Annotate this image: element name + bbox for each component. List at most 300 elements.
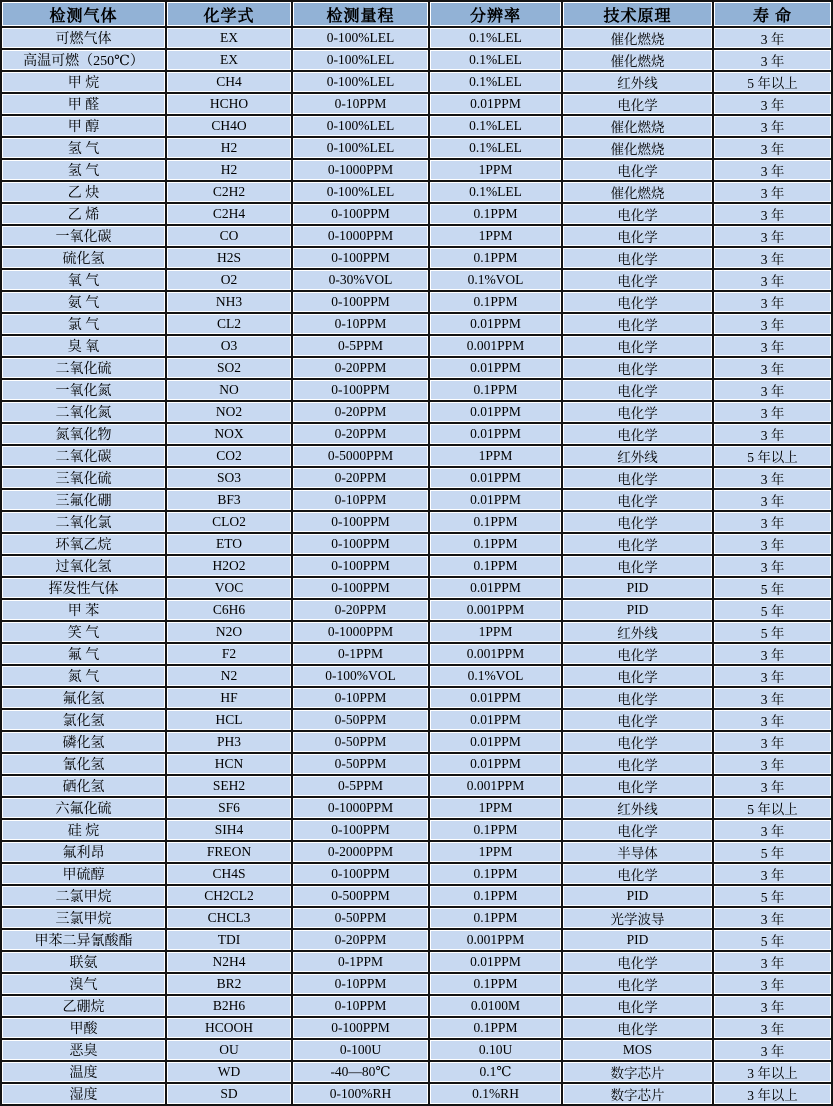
cell-range: 0-20PPM — [292, 467, 429, 489]
cell-lifespan: 3 年 — [713, 467, 832, 489]
cell-formula: TDI — [166, 929, 292, 951]
cell-range: 0-1PPM — [292, 951, 429, 973]
cell-formula: C6H6 — [166, 599, 292, 621]
cell-lifespan: 3 年 — [713, 643, 832, 665]
cell-resolution: 0.1PPM — [429, 291, 562, 313]
cell-principle: 电化学 — [562, 709, 713, 731]
cell-formula: SIH4 — [166, 819, 292, 841]
cell-gas: 硫化氢 — [1, 247, 166, 269]
cell-principle: 电化学 — [562, 269, 713, 291]
cell-formula: SEH2 — [166, 775, 292, 797]
table-row — [1, 665, 832, 687]
cell-formula: CH4 — [166, 71, 292, 93]
cell-gas: 氯化氢 — [1, 709, 166, 731]
cell-formula: NOX — [166, 423, 292, 445]
table-row — [1, 181, 832, 203]
cell-lifespan: 3 年 — [713, 731, 832, 753]
cell-formula: FREON — [166, 841, 292, 863]
cell-principle: 催化燃烧 — [562, 181, 713, 203]
cell-lifespan: 5 年以上 — [713, 797, 832, 819]
cell-lifespan: 3 年 — [713, 775, 832, 797]
cell-gas: 甲苯二异氰酸酯 — [1, 929, 166, 951]
cell-resolution: 0.1%VOL — [429, 665, 562, 687]
cell-formula: CLO2 — [166, 511, 292, 533]
cell-formula: O2 — [166, 269, 292, 291]
cell-range: 0-10PPM — [292, 313, 429, 335]
cell-principle: 电化学 — [562, 401, 713, 423]
cell-principle: 电化学 — [562, 423, 713, 445]
cell-resolution: 1PPM — [429, 797, 562, 819]
cell-resolution: 0.01PPM — [429, 687, 562, 709]
table-row — [1, 973, 832, 995]
cell-principle: 电化学 — [562, 533, 713, 555]
cell-gas: 可燃气体 — [1, 27, 166, 49]
cell-resolution: 0.1PPM — [429, 1017, 562, 1039]
column-header-resolution: 分辨率 — [429, 1, 562, 27]
cell-resolution: 0.1PPM — [429, 907, 562, 929]
cell-principle: 催化燃烧 — [562, 137, 713, 159]
cell-range: 0-1000PPM — [292, 797, 429, 819]
cell-formula: BF3 — [166, 489, 292, 511]
cell-range: 0-100%LEL — [292, 71, 429, 93]
cell-formula: H2 — [166, 159, 292, 181]
cell-range: 0-100PPM — [292, 819, 429, 841]
cell-resolution: 0.1%LEL — [429, 115, 562, 137]
cell-formula: CH4S — [166, 863, 292, 885]
table-row — [1, 269, 832, 291]
table-row — [1, 445, 832, 467]
cell-formula: CO — [166, 225, 292, 247]
cell-lifespan: 5 年 — [713, 929, 832, 951]
cell-range: 0-1000PPM — [292, 159, 429, 181]
cell-principle: 电化学 — [562, 973, 713, 995]
cell-resolution: 0.1℃ — [429, 1061, 562, 1083]
cell-range: 0-50PPM — [292, 753, 429, 775]
column-header-range: 检测量程 — [292, 1, 429, 27]
cell-range: 0-50PPM — [292, 907, 429, 929]
cell-resolution: 0.1PPM — [429, 379, 562, 401]
cell-principle: 电化学 — [562, 225, 713, 247]
table-row — [1, 885, 832, 907]
cell-resolution: 0.01PPM — [429, 423, 562, 445]
cell-lifespan: 3 年 — [713, 313, 832, 335]
table-row — [1, 995, 832, 1017]
cell-principle: 电化学 — [562, 357, 713, 379]
cell-range: 0-20PPM — [292, 357, 429, 379]
cell-lifespan: 3 年 — [713, 687, 832, 709]
cell-lifespan: 3 年 — [713, 489, 832, 511]
cell-principle: 电化学 — [562, 643, 713, 665]
table-row — [1, 291, 832, 313]
table-row — [1, 863, 832, 885]
cell-formula: N2O — [166, 621, 292, 643]
cell-formula: N2 — [166, 665, 292, 687]
cell-resolution: 0.1PPM — [429, 973, 562, 995]
table-row — [1, 379, 832, 401]
cell-lifespan: 5 年以上 — [713, 445, 832, 467]
cell-principle: 电化学 — [562, 291, 713, 313]
cell-principle: 电化学 — [562, 555, 713, 577]
cell-gas: 甲 醛 — [1, 93, 166, 115]
cell-lifespan: 3 年 — [713, 863, 832, 885]
cell-gas: 联氨 — [1, 951, 166, 973]
cell-principle: 催化燃烧 — [562, 27, 713, 49]
cell-formula: CHCL3 — [166, 907, 292, 929]
cell-gas: 乙 炔 — [1, 181, 166, 203]
cell-lifespan: 3 年 — [713, 995, 832, 1017]
cell-resolution: 0.1PPM — [429, 863, 562, 885]
cell-principle: 半导体 — [562, 841, 713, 863]
cell-lifespan: 3 年 — [713, 819, 832, 841]
cell-range: 0-100%LEL — [292, 115, 429, 137]
cell-resolution: 0.1%LEL — [429, 49, 562, 71]
cell-lifespan: 3 年 — [713, 709, 832, 731]
cell-lifespan: 3 年 — [713, 1039, 832, 1061]
table-row — [1, 247, 832, 269]
cell-resolution: 0.1PPM — [429, 555, 562, 577]
cell-lifespan: 3 年 — [713, 225, 832, 247]
cell-resolution: 0.1%LEL — [429, 137, 562, 159]
cell-formula: H2O2 — [166, 555, 292, 577]
cell-resolution: 0.001PPM — [429, 643, 562, 665]
cell-range: 0-10PPM — [292, 995, 429, 1017]
cell-formula: SO3 — [166, 467, 292, 489]
cell-resolution: 0.01PPM — [429, 401, 562, 423]
table-row — [1, 621, 832, 643]
table-row — [1, 643, 832, 665]
cell-gas: 三氟化硼 — [1, 489, 166, 511]
cell-gas: 乙 烯 — [1, 203, 166, 225]
table-row — [1, 27, 832, 49]
cell-formula: CH4O — [166, 115, 292, 137]
cell-gas: 氮氧化物 — [1, 423, 166, 445]
cell-formula: C2H4 — [166, 203, 292, 225]
cell-resolution: 0.1PPM — [429, 533, 562, 555]
cell-gas: 二氧化氮 — [1, 401, 166, 423]
cell-principle: 电化学 — [562, 93, 713, 115]
cell-principle: 电化学 — [562, 731, 713, 753]
cell-lifespan: 5 年 — [713, 599, 832, 621]
cell-gas: 甲 苯 — [1, 599, 166, 621]
cell-resolution: 0.01PPM — [429, 951, 562, 973]
cell-principle: 催化燃烧 — [562, 115, 713, 137]
cell-formula: PH3 — [166, 731, 292, 753]
cell-gas: 二氧化碳 — [1, 445, 166, 467]
cell-resolution: 0.01PPM — [429, 731, 562, 753]
cell-lifespan: 5 年 — [713, 885, 832, 907]
cell-range: 0-20PPM — [292, 401, 429, 423]
table-row — [1, 841, 832, 863]
cell-principle: 电化学 — [562, 313, 713, 335]
cell-resolution: 0.001PPM — [429, 335, 562, 357]
cell-gas: 恶臭 — [1, 1039, 166, 1061]
table-row — [1, 907, 832, 929]
cell-gas: 二氧化氯 — [1, 511, 166, 533]
cell-principle: PID — [562, 577, 713, 599]
cell-formula: H2 — [166, 137, 292, 159]
cell-range: 0-2000PPM — [292, 841, 429, 863]
cell-formula: O3 — [166, 335, 292, 357]
cell-principle: 电化学 — [562, 665, 713, 687]
cell-principle: 电化学 — [562, 511, 713, 533]
cell-range: 0-100PPM — [292, 863, 429, 885]
cell-gas: 磷化氢 — [1, 731, 166, 753]
cell-resolution: 0.001PPM — [429, 775, 562, 797]
table-row — [1, 467, 832, 489]
cell-range: 0-100PPM — [292, 379, 429, 401]
cell-range: 0-500PPM — [292, 885, 429, 907]
table-row — [1, 533, 832, 555]
cell-resolution: 0.1PPM — [429, 511, 562, 533]
cell-gas: 氟利昂 — [1, 841, 166, 863]
cell-lifespan: 3 年 — [713, 159, 832, 181]
column-header-principle: 技术原理 — [562, 1, 713, 27]
cell-principle: 电化学 — [562, 489, 713, 511]
cell-range: 0-1PPM — [292, 643, 429, 665]
cell-lifespan: 3 年 — [713, 203, 832, 225]
cell-gas: 甲酸 — [1, 1017, 166, 1039]
cell-range: 0-10PPM — [292, 973, 429, 995]
table-row — [1, 335, 832, 357]
cell-range: 0-100%LEL — [292, 181, 429, 203]
cell-range: 0-100%LEL — [292, 137, 429, 159]
cell-gas: 氨 气 — [1, 291, 166, 313]
cell-range: 0-100PPM — [292, 247, 429, 269]
cell-gas: 环氧乙烷 — [1, 533, 166, 555]
cell-principle: PID — [562, 885, 713, 907]
cell-formula: N2H4 — [166, 951, 292, 973]
cell-range: 0-100PPM — [292, 555, 429, 577]
cell-principle: 红外线 — [562, 445, 713, 467]
cell-gas: 甲 醇 — [1, 115, 166, 137]
cell-gas: 氟 气 — [1, 643, 166, 665]
cell-formula: C2H2 — [166, 181, 292, 203]
cell-range: 0-20PPM — [292, 929, 429, 951]
cell-principle: 电化学 — [562, 995, 713, 1017]
cell-lifespan: 3 年 — [713, 49, 832, 71]
column-header-gas: 检测气体 — [1, 1, 166, 27]
cell-lifespan: 3 年 — [713, 423, 832, 445]
cell-formula: VOC — [166, 577, 292, 599]
cell-gas: 三氯甲烷 — [1, 907, 166, 929]
cell-formula: EX — [166, 49, 292, 71]
cell-gas: 笑 气 — [1, 621, 166, 643]
cell-lifespan: 3 年 — [713, 379, 832, 401]
cell-formula: NO2 — [166, 401, 292, 423]
cell-range: 0-5000PPM — [292, 445, 429, 467]
cell-principle: 光学波导 — [562, 907, 713, 929]
column-header-formula: 化学式 — [166, 1, 292, 27]
table-row — [1, 313, 832, 335]
cell-gas: 氮 气 — [1, 665, 166, 687]
cell-resolution: 0.1PPM — [429, 203, 562, 225]
cell-resolution: 0.1%LEL — [429, 27, 562, 49]
cell-lifespan: 3 年 — [713, 115, 832, 137]
cell-lifespan: 3 年 — [713, 907, 832, 929]
cell-principle: 电化学 — [562, 379, 713, 401]
table-row — [1, 1061, 832, 1083]
cell-principle: 数字芯片 — [562, 1083, 713, 1105]
column-header-lifespan: 寿 命 — [713, 1, 832, 27]
cell-formula: HCN — [166, 753, 292, 775]
table-row — [1, 555, 832, 577]
cell-formula: NO — [166, 379, 292, 401]
cell-range: 0-1000PPM — [292, 621, 429, 643]
cell-gas: 甲 烷 — [1, 71, 166, 93]
cell-gas: 氧 气 — [1, 269, 166, 291]
cell-range: 0-100PPM — [292, 1017, 429, 1039]
cell-resolution: 0.01PPM — [429, 313, 562, 335]
table-row — [1, 1017, 832, 1039]
table-row — [1, 203, 832, 225]
cell-lifespan: 5 年 — [713, 841, 832, 863]
cell-gas: 湿度 — [1, 1083, 166, 1105]
cell-principle: 数字芯片 — [562, 1061, 713, 1083]
cell-gas: 一氧化碳 — [1, 225, 166, 247]
cell-gas: 氢 气 — [1, 159, 166, 181]
table-row — [1, 951, 832, 973]
cell-formula: OU — [166, 1039, 292, 1061]
cell-gas: 二氯甲烷 — [1, 885, 166, 907]
cell-principle: 电化学 — [562, 951, 713, 973]
table-row — [1, 49, 832, 71]
cell-range: 0-50PPM — [292, 731, 429, 753]
cell-resolution: 0.1%LEL — [429, 181, 562, 203]
cell-principle: 电化学 — [562, 203, 713, 225]
table-row — [1, 929, 832, 951]
table-row — [1, 489, 832, 511]
cell-range: 0-20PPM — [292, 599, 429, 621]
cell-gas: 硅 烷 — [1, 819, 166, 841]
cell-range: -40—80℃ — [292, 1061, 429, 1083]
table-row — [1, 577, 832, 599]
cell-lifespan: 3 年以上 — [713, 1083, 832, 1105]
table-row — [1, 599, 832, 621]
cell-lifespan: 3 年 — [713, 27, 832, 49]
cell-gas: 氟化氢 — [1, 687, 166, 709]
cell-principle: 电化学 — [562, 159, 713, 181]
cell-formula: SF6 — [166, 797, 292, 819]
cell-formula: CO2 — [166, 445, 292, 467]
cell-lifespan: 3 年 — [713, 511, 832, 533]
cell-formula: CH2CL2 — [166, 885, 292, 907]
cell-lifespan: 3 年 — [713, 247, 832, 269]
cell-lifespan: 3 年 — [713, 269, 832, 291]
cell-lifespan: 5 年 — [713, 577, 832, 599]
cell-resolution: 0.01PPM — [429, 753, 562, 775]
cell-formula: HF — [166, 687, 292, 709]
cell-resolution: 0.1PPM — [429, 247, 562, 269]
cell-principle: 电化学 — [562, 819, 713, 841]
header-row — [1, 1, 832, 27]
table-row — [1, 357, 832, 379]
table-row — [1, 753, 832, 775]
cell-lifespan: 3 年 — [713, 753, 832, 775]
cell-formula: HCHO — [166, 93, 292, 115]
cell-formula: SO2 — [166, 357, 292, 379]
cell-lifespan: 3 年 — [713, 291, 832, 313]
table-row — [1, 819, 832, 841]
cell-gas: 氢 气 — [1, 137, 166, 159]
cell-formula: HCL — [166, 709, 292, 731]
table-row — [1, 1083, 832, 1105]
cell-lifespan: 3 年 — [713, 973, 832, 995]
cell-gas: 一氧化氮 — [1, 379, 166, 401]
cell-resolution: 0.1PPM — [429, 885, 562, 907]
cell-formula: BR2 — [166, 973, 292, 995]
cell-range: 0-100%LEL — [292, 27, 429, 49]
cell-resolution: 0.01PPM — [429, 357, 562, 379]
cell-principle: PID — [562, 929, 713, 951]
cell-gas: 过氧化氢 — [1, 555, 166, 577]
cell-lifespan: 3 年 — [713, 93, 832, 115]
cell-principle: PID — [562, 599, 713, 621]
cell-lifespan: 3 年 — [713, 951, 832, 973]
cell-lifespan: 3 年 — [713, 357, 832, 379]
table-row — [1, 137, 832, 159]
cell-principle: 电化学 — [562, 753, 713, 775]
cell-lifespan: 3 年 — [713, 555, 832, 577]
cell-gas: 硒化氢 — [1, 775, 166, 797]
cell-principle: MOS — [562, 1039, 713, 1061]
table-row — [1, 93, 832, 115]
cell-gas: 甲硫醇 — [1, 863, 166, 885]
cell-range: 0-100PPM — [292, 533, 429, 555]
cell-resolution: 0.01PPM — [429, 709, 562, 731]
cell-gas: 氰化氢 — [1, 753, 166, 775]
table-row — [1, 159, 832, 181]
cell-principle: 电化学 — [562, 863, 713, 885]
cell-resolution: 1PPM — [429, 225, 562, 247]
cell-range: 0-10PPM — [292, 489, 429, 511]
cell-resolution: 1PPM — [429, 445, 562, 467]
cell-formula: HCOOH — [166, 1017, 292, 1039]
table-row — [1, 687, 832, 709]
table-row — [1, 731, 832, 753]
cell-gas: 六氟化硫 — [1, 797, 166, 819]
cell-gas: 乙硼烷 — [1, 995, 166, 1017]
cell-formula: ETO — [166, 533, 292, 555]
cell-principle: 红外线 — [562, 621, 713, 643]
cell-gas: 三氧化硫 — [1, 467, 166, 489]
cell-formula: SD — [166, 1083, 292, 1105]
table-row — [1, 115, 832, 137]
cell-range: 0-100PPM — [292, 511, 429, 533]
cell-gas: 溴气 — [1, 973, 166, 995]
cell-gas: 氯 气 — [1, 313, 166, 335]
cell-resolution: 0.1%VOL — [429, 269, 562, 291]
cell-lifespan: 3 年 — [713, 401, 832, 423]
cell-resolution: 1PPM — [429, 621, 562, 643]
cell-formula: WD — [166, 1061, 292, 1083]
cell-range: 0-10PPM — [292, 93, 429, 115]
cell-resolution: 0.1%LEL — [429, 71, 562, 93]
cell-resolution: 0.01PPM — [429, 93, 562, 115]
cell-range: 0-100%RH — [292, 1083, 429, 1105]
cell-formula: B2H6 — [166, 995, 292, 1017]
cell-range: 0-50PPM — [292, 709, 429, 731]
cell-resolution: 0.001PPM — [429, 599, 562, 621]
cell-gas: 二氧化硫 — [1, 357, 166, 379]
cell-lifespan: 5 年 — [713, 621, 832, 643]
cell-resolution: 0.001PPM — [429, 929, 562, 951]
cell-resolution: 0.01PPM — [429, 489, 562, 511]
table-body — [1, 27, 832, 1105]
table-row — [1, 225, 832, 247]
table-row — [1, 775, 832, 797]
cell-range: 0-30%VOL — [292, 269, 429, 291]
cell-principle: 红外线 — [562, 797, 713, 819]
